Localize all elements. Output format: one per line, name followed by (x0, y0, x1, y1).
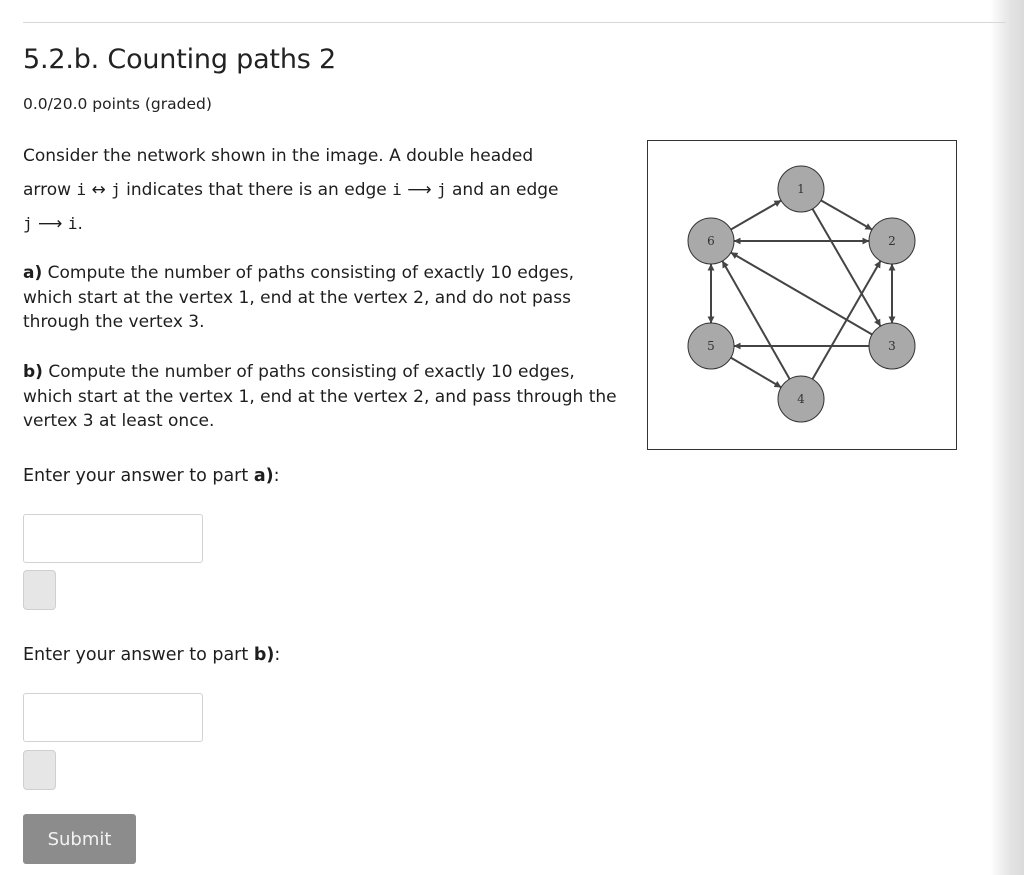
problem-intro: Consider the network shown in the image. A double headed arrow i ↔ j indicates that there is an edge i ⟶ j and an edge j ⟶ i. (23, 146, 559, 234)
answer-b-input[interactable] (23, 693, 203, 742)
part-b-text: b) Compute the number of paths consisting of exactly 10 edges, which start at the vertex 1, end at the vertex 2, and pass through the vertex 3 at least once. (23, 362, 617, 431)
graph-node-label-2: 2 (888, 234, 896, 248)
network-graph (648, 141, 956, 449)
answer-b-status-indicator (23, 750, 56, 790)
edge-3-6 (731, 253, 872, 335)
submit-button[interactable]: Submit (23, 814, 136, 864)
top-divider (23, 22, 1006, 23)
answer-b-label: Enter your answer to part b): (23, 645, 281, 665)
graph-node-label-4: 4 (797, 392, 805, 406)
page-edge-shadow (990, 0, 1024, 875)
edge-4-2 (812, 261, 880, 379)
edge-1-2 (821, 200, 872, 229)
points-status: 0.0/20.0 points (graded) (23, 95, 212, 113)
edge-1-3 (813, 209, 881, 326)
edge-4-6 (722, 261, 789, 379)
graph-node-label-6: 6 (707, 234, 715, 248)
network-graph-figure (647, 140, 957, 450)
graph-node-label-5: 5 (707, 339, 715, 353)
graph-node-label-1: 1 (797, 182, 805, 196)
answer-a-input[interactable] (23, 514, 203, 563)
edge-6-1 (731, 201, 781, 230)
answer-a-label: Enter your answer to part a): (23, 466, 280, 486)
graph-node-label-3: 3 (888, 339, 896, 353)
part-a-text: a) Compute the number of paths consisting of exactly 10 edges, which start at the vertex 1, end at the vertex 2, and do not pass through the vertex 3. (23, 263, 575, 332)
problem-title: 5.2.b. Counting paths 2 (23, 44, 336, 75)
edge-5-4 (731, 358, 781, 388)
answer-a-status-indicator (23, 570, 56, 610)
